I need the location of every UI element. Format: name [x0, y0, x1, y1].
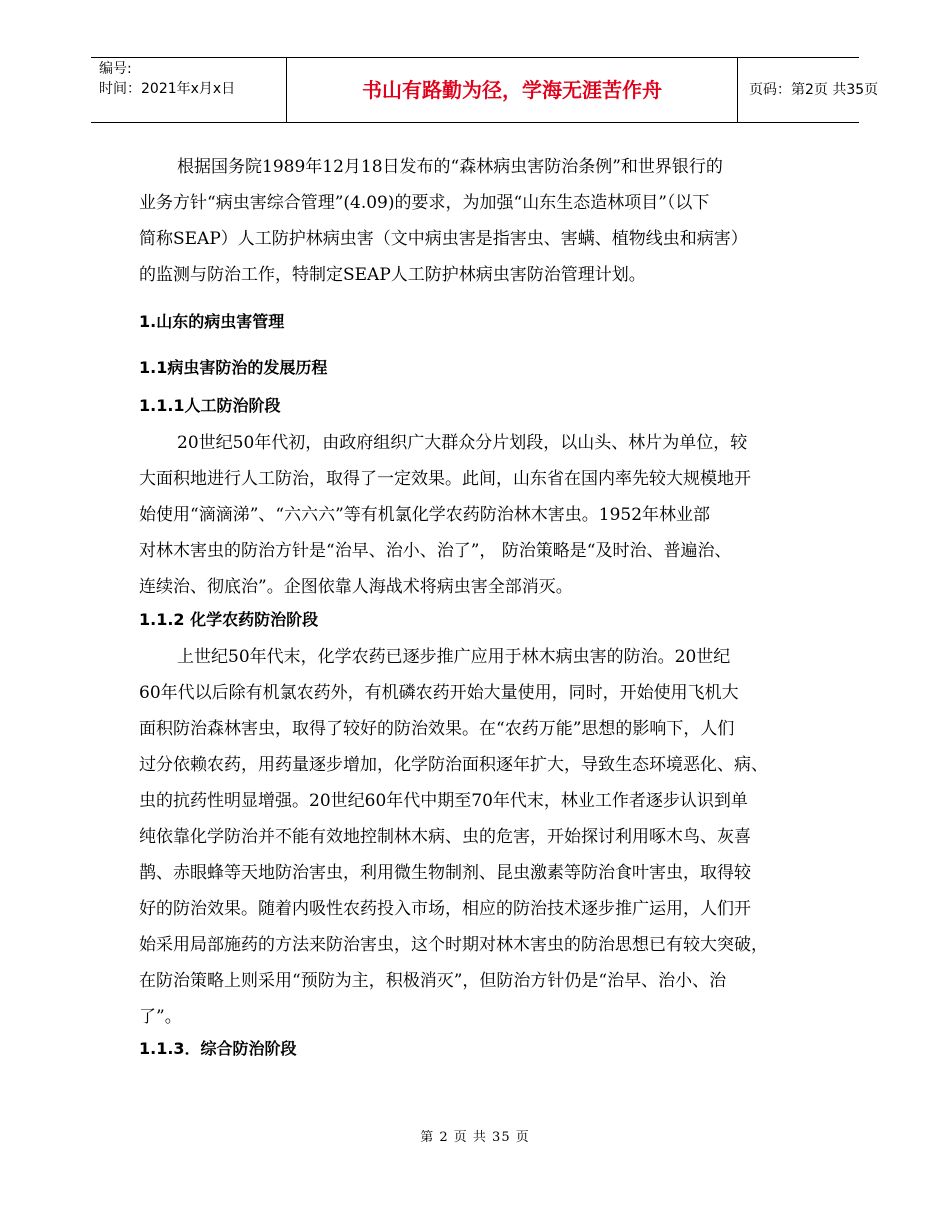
header-motto: 书山有路勤为径，学海无涯苦作舟: [286, 58, 738, 122]
body-line: 纯依靠化学防治并不能有效地控制林木病、虫的危害，开始探讨利用啄木鸟、灰喜: [139, 827, 751, 847]
page-footer: 第 2 页 共 35 页: [420, 1130, 530, 1145]
body-line: 过分依赖农药，用药量逐步增加，化学防治面积逐年扩大，导致生态环境恶化、病、: [139, 755, 768, 775]
body-line: 始使用“滴滴涕”、“六六六”等有机氯化学农药防治林木害虫。1952年林业部: [139, 505, 711, 525]
subsubsection-heading: 1.1.1人工防治阶段: [139, 396, 281, 415]
body-line: 好的防治效果。随着内吸性农药投入市场，相应的防治技术逐步推广运用，人们开: [139, 899, 751, 919]
document-number-label: 编号:: [99, 61, 132, 77]
body-line: 的监测与防治工作，特制定SEAP人工防护林病虫害防治管理计划。: [139, 265, 646, 285]
body-line: 上世纪50年代末，化学农药已逐步推广应用于林木病虫害的防治。20世纪: [177, 647, 731, 667]
body-line: 面积防治森林害虫，取得了较好的防治效果。在“农药万能”思想的影响下，人们: [139, 719, 735, 739]
body-line: 对林木害虫的防治方针是“治早、治小、治了”， 防治策略是“及时治、普遍治、: [139, 541, 732, 561]
subsubsection-heading: 1.1.2 化学农药防治阶段: [139, 610, 319, 629]
page-header: [91, 57, 879, 123]
body-line: 根据国务院1989年12月18日发布的“森林病虫害防治条例”和世界银行的: [177, 157, 723, 177]
header-page-info: 页码：第2页 共35页: [749, 82, 879, 98]
body-line: 业务方针“病虫害综合管理”(4.09)的要求，为加强“山东生态造林项目”（以下: [139, 193, 710, 213]
body-line: 在防治策略上则采用“预防为主，积极消灭”，但防治方针仍是“治早、治小、治: [139, 971, 727, 991]
body-line: 虫的抗药性明显增强。20世纪60年代中期至70年代末，林业工作者逐步认识到单: [139, 791, 748, 811]
body-line: 连续治、彻底治”。企图依靠人海战术将病虫害全部消灭。: [139, 577, 573, 597]
header-meta: [91, 58, 286, 122]
subsubsection-heading: 1.1.3．综合防治阶段: [139, 1039, 297, 1058]
subsection-heading: 1.1病虫害防治的发展历程: [139, 358, 328, 377]
body-line: 大面积地进行人工防治，取得了一定效果。此间，山东省在国内率先较大规模地开: [139, 469, 751, 489]
body-line: 鹊、赤眼蜂等天地防治害虫，利用微生物制剂、昆虫激素等防治食叶害虫，取得较: [139, 863, 751, 883]
body-line: 简称SEAP）人工防护林病虫害（文中病虫害是指害虫、害螨、植物线虫和病害）: [139, 229, 748, 249]
document-date-label: 时间：2021年x月x日: [99, 81, 236, 97]
section-heading: 1.山东的病虫害管理: [139, 312, 285, 331]
body-line: 60年代以后除有机氯农药外，有机磷农药开始大量使用，同时，开始使用飞机大: [139, 683, 739, 703]
body-line: 始采用局部施药的方法来防治害虫，这个时期对林木害虫的防治思想已有较大突破，: [139, 935, 768, 955]
body-line: 了”。: [139, 1007, 182, 1027]
body-line: 20世纪50年代初，由政府组织广大群众分片划段，以山头、林片为单位，较: [177, 433, 748, 453]
